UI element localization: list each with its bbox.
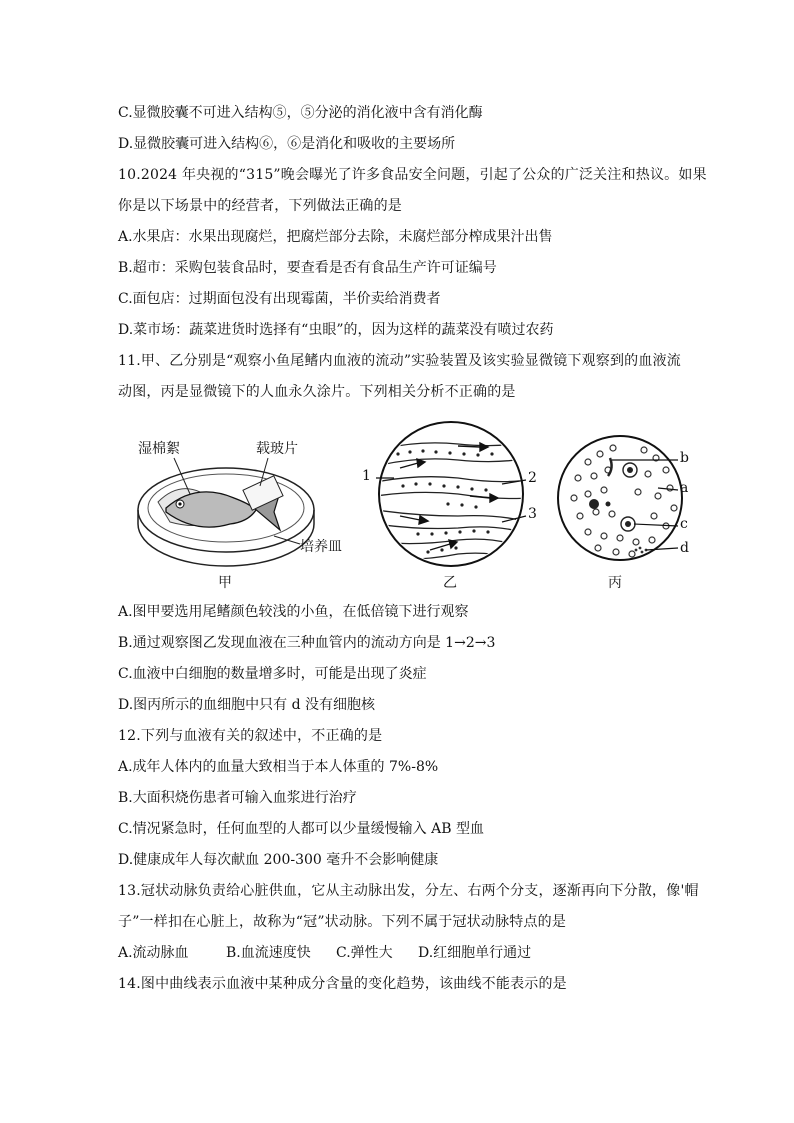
label-vessel-3: 3 [528,506,537,522]
q10-stem-line1: 10.2024 年央视的“315”晚会曝光了许多食品安全问题，引起了公众的广泛关注和热议。如果 [118,167,707,183]
q11-option-d: D.图丙所示的血细胞中只有 d 没有细胞核 [118,697,376,713]
label-vessel-2: 2 [528,470,537,486]
label-cell-c: c [680,516,688,532]
q12-option-d: D.健康成年人每次献血 200-300 毫升不会影响健康 [118,852,439,868]
label-cell-b: b [680,450,689,466]
q13-option-a: A.流动脉血 [118,945,189,961]
blood-smear-diagram [558,436,682,560]
q12-stem: 12.下列与血液有关的叙述中，不正确的是 [118,728,383,744]
q10-option-b: B.超市：采购包装食品时，要查看是否有食品生产许可证编号 [118,260,497,276]
q13-option-c: C.弹性大 [336,945,393,961]
blood-vessel-diagram [376,422,528,566]
q14-stem: 14.图中曲线表示血液中某种成分含量的变化趋势，该曲线不能表示的是 [118,976,567,992]
q12-option-a: A.成年人体内的血量大致相当于本人体重的 7%-8% [118,759,439,775]
q12-option-c: C.情况紧急时，任何血型的人都可以少量缓慢输入 AB 型血 [118,821,484,837]
caption-jia: 甲 [218,575,232,591]
fish-dish-diagram [138,458,314,566]
q11-figure-drawing [118,412,698,594]
q11-option-b: B.通过观察图乙发现血液在三种血管内的流动方向是 1→2→3 [118,635,496,651]
q10-option-a: A.水果店：水果出现腐烂，把腐烂部分去除，未腐烂部分榨成果汁出售 [118,229,553,245]
label-cell-a: a [680,480,689,496]
q11-stem-line2: 动图，丙是显微镜下的人血永久涂片。下列相关分析不正确的是 [118,384,516,400]
caption-bing: 丙 [608,575,622,591]
q9-option-d: D.显微胶囊可进入结构⑥，⑥是消化和吸收的主要场所 [118,136,456,152]
q13-option-b: B.血流速度快 [226,945,311,961]
q12-option-b: B.大面积烧伤患者可输入血浆进行治疗 [118,790,357,806]
q13-option-d: D.红细胞单行通过 [418,945,532,961]
q10-option-d: D.菜市场：蔬菜进货时选择有“虫眼”的，因为这样的蔬菜没有喷过农药 [118,322,554,338]
label-wet-cotton: 湿棉絮 [138,441,180,457]
label-vessel-1: 1 [362,468,371,484]
label-dish: 培养皿 [300,539,342,555]
q9-option-c: C.显微胶囊不可进入结构⑤，⑤分泌的消化液中含有消化酶 [118,105,483,121]
label-slide: 载玻片 [256,441,298,457]
q10-option-c: C.面包店：过期面包没有出现霉菌，半价卖给消费者 [118,291,441,307]
q11-stem-line1: 11.甲、乙分别是“观察小鱼尾鳍内血液的流动”实验装置及该实验显微镜下观察到的血液流 [118,353,681,369]
q13-stem-line1: 13.冠状动脉负责给心脏供血，它从主动脉出发，分左、右两个分支，逐渐再向下分散，像'帽 [118,883,699,899]
caption-yi: 乙 [443,575,457,591]
q11-figure [118,412,698,594]
q11-option-c: C.血液中白细胞的数量增多时，可能是出现了炎症 [118,666,427,682]
label-cell-d: d [680,540,689,556]
q13-options [118,943,531,963]
q10-stem-line2: 你是以下场景中的经营者，下列做法正确的是 [118,198,402,214]
q13-stem-line2: 子”一样扣在心脏上，故称为“冠”状动脉。下列不属于冠状动脉特点的是 [118,914,567,930]
q11-option-a: A.图甲要选用尾鳍颜色较浅的小鱼，在低倍镜下进行观察 [118,604,469,620]
